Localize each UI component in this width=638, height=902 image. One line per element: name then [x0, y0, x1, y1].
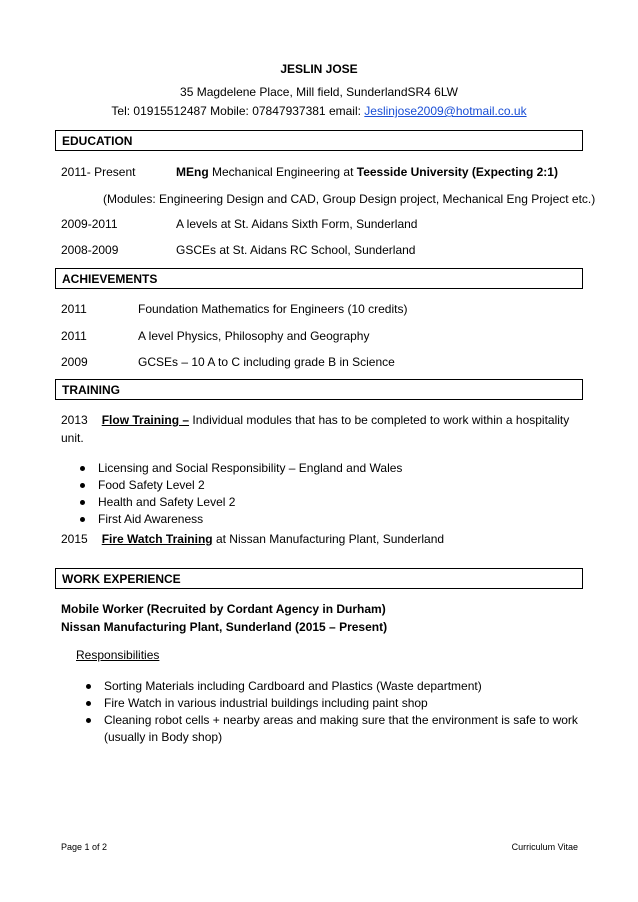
degree-text: Mechanical Engineering at: [208, 165, 357, 179]
cv-name: JESLIN JOSE: [280, 62, 358, 76]
education-heading: EDUCATION: [62, 134, 133, 148]
contact-text: Tel: 01915512487 Mobile: 07847937381 email:: [111, 104, 365, 118]
achievements-heading-box: [55, 268, 583, 289]
edu-modules: (Modules: Engineering Design and CAD, Group Design project, Mechanical Eng Project etc.): [103, 192, 596, 206]
bullet-icon: [80, 483, 85, 488]
list-item: Cleaning robot cells + nearby areas and making sure that the environment is safe to work: [78, 712, 578, 729]
bullet-icon: [80, 517, 85, 522]
fire-watch-line: [61, 532, 444, 546]
training-bullet-list: [72, 460, 402, 528]
email-link[interactable]: Jeslinjose2009@hotmail.co.uk: [364, 104, 527, 118]
flow-training-line: [61, 413, 569, 427]
edu-year-2: 2009-2011: [61, 217, 118, 231]
edu-year-1: 2011- Present: [61, 165, 136, 179]
list-item: Health and Safety Level 2: [72, 494, 402, 511]
bullet-icon: [80, 466, 85, 471]
list-item: First Aid Awareness: [72, 511, 402, 528]
achievements-heading: ACHIEVEMENTS: [62, 272, 158, 286]
edu-year-3: 2008-2009: [61, 243, 119, 257]
list-item: Licensing and Social Responsibility – England and Wales: [72, 460, 402, 477]
degree-label: MEng: [176, 165, 209, 179]
fire-year: 2015: [61, 532, 88, 546]
work-heading: WORK EXPERIENCE: [62, 572, 181, 586]
bullet-icon: [86, 701, 91, 706]
education-heading-box: [55, 130, 583, 151]
flow-training-cont: unit.: [61, 431, 84, 445]
bullet-icon: [80, 500, 85, 505]
list-item: (usually in Body shop): [104, 730, 223, 744]
list-item: Fire Watch in various industrial buildings including paint shop: [78, 695, 578, 712]
footer-doc-title: Curriculum Vitae: [511, 842, 578, 852]
address-line: 35 Magdelene Place, Mill field, SunderlandSR4 6LW: [180, 85, 458, 99]
training-heading-box: [55, 379, 583, 400]
list-item: Food Safety Level 2: [72, 477, 402, 494]
bullet-icon: [86, 718, 91, 723]
work-role: Mobile Worker (Recruited by Cordant Agency in Durham): [61, 602, 386, 616]
ach-year-2: 2011: [61, 329, 87, 343]
list-item: Sorting Materials including Cardboard and Plastics (Waste department): [78, 678, 578, 695]
ach-text-3: GCSEs – 10 A to C including grade B in Science: [138, 355, 395, 369]
edu-entry-3: GSCEs at St. Aidans RC School, Sunderland: [176, 243, 416, 257]
responsibilities-label: Responsibilities: [76, 648, 160, 662]
fire-watch-text: at Nissan Manufacturing Plant, Sunderland: [212, 532, 445, 546]
flow-year: 2013: [61, 413, 88, 427]
fire-watch-title: Fire Watch Training: [101, 532, 213, 546]
page-number: Page 1 of 2: [61, 842, 108, 852]
training-heading: TRAINING: [62, 383, 120, 397]
work-employer: Nissan Manufacturing Plant, Sunderland (2015 – Present): [61, 620, 388, 634]
ach-year-1: 2011: [61, 302, 87, 316]
edu-entry-1: [176, 165, 558, 179]
flow-training-title: Flow Training –: [101, 413, 190, 427]
edu-entry-2: A levels at St. Aidans Sixth Form, Sunderland: [176, 217, 418, 231]
bullet-icon: [86, 684, 91, 689]
contact-line: [0, 104, 638, 118]
work-bullet-list: [78, 678, 578, 746]
ach-text-1: Foundation Mathematics for Engineers (10 credits): [138, 302, 408, 316]
ach-year-3: 2009: [61, 355, 88, 369]
ach-text-2: A level Physics, Philosophy and Geography: [138, 329, 370, 343]
work-heading-box: [55, 568, 583, 589]
university-name: Teesside University (Expecting 2:1): [356, 165, 558, 179]
flow-training-text: Individual modules that has to be completed to work within a hospitality: [189, 413, 570, 427]
